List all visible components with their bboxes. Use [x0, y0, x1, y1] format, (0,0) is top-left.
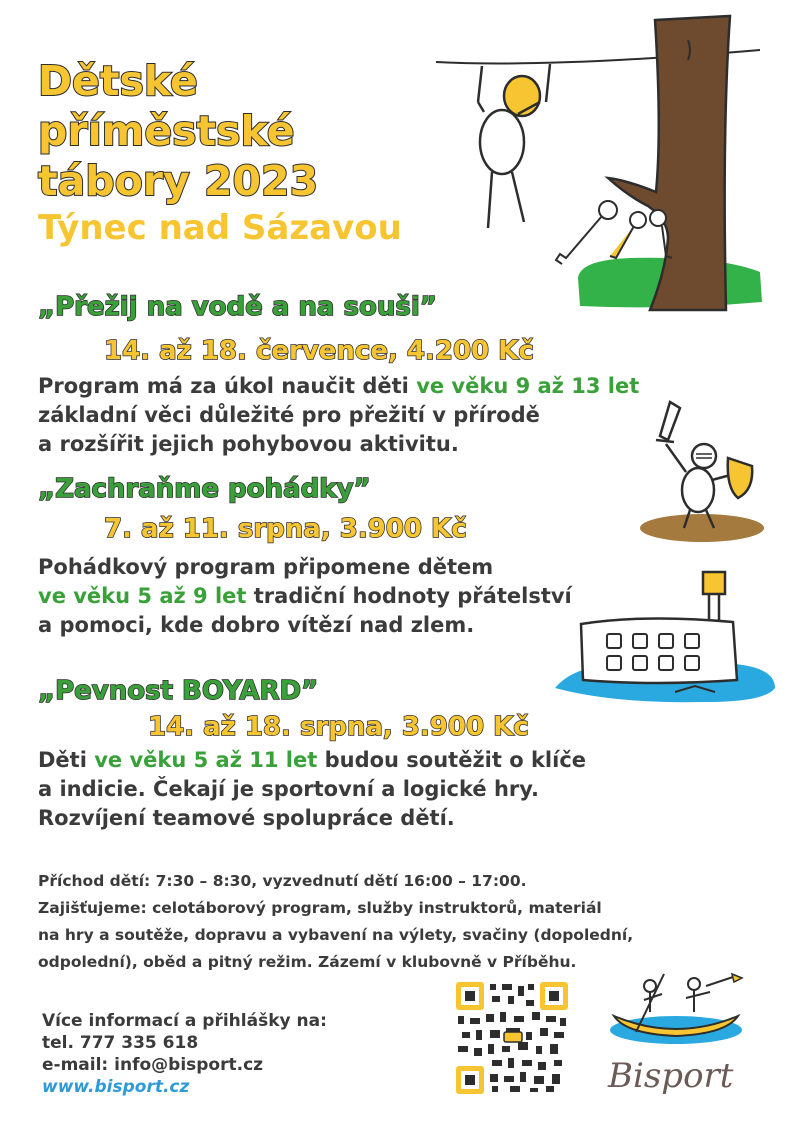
camp-2-description — [38, 553, 572, 640]
camp-1-desc-line-2: základní věci důležité pro přežití v přírodě — [38, 403, 540, 427]
info-provided-1: Zajišťujeme: celotáborový program, služby instruktorů, materiál — [38, 899, 602, 917]
canoe-logo-icon — [606, 972, 746, 1062]
title-line-3: tábory 2023 — [38, 157, 319, 205]
place-subtitle: Týnec nad Sázavou — [38, 208, 402, 248]
qr-code-icon[interactable] — [456, 982, 568, 1094]
camp-3-name: „Pevnost BOYARD” — [38, 676, 319, 706]
contact-web-link[interactable]: www.bisport.cz — [42, 1077, 190, 1097]
camp-2-desc-line-3: a pomoci, kde dobro vítězí nad zlem. — [38, 613, 475, 637]
title-line-2: příměstské — [38, 107, 295, 155]
camp-3-desc-line-1: Děti ve věku 5 až 11 let budou soutěžit o klíče — [38, 748, 587, 772]
bisport-logo-text: Bisport — [608, 1056, 734, 1096]
practical-info — [38, 868, 633, 976]
title-block — [38, 56, 318, 206]
camp-2-name: „Zachraňme pohádky” — [38, 474, 371, 504]
camp-3-desc-line-3: Rozvíjení teamové spolupráce dětí. — [38, 806, 455, 830]
contact-phone[interactable]: tel. 777 335 618 — [42, 1033, 199, 1053]
contact-email[interactable]: e-mail: info@bisport.cz — [42, 1055, 264, 1075]
camp-3-description — [38, 746, 586, 833]
info-arrival: Příchod dětí: 7:30 – 8:30, vyzvednutí dětí 16:00 – 17:00. — [38, 872, 527, 890]
camp-1-description — [38, 372, 639, 459]
camp-2-desc-line-2: ve věku 5 až 9 let tradiční hodnoty přátelství — [38, 584, 572, 608]
camp-3-desc-line-2: a indicie. Čekají je sportovní a logické hry. — [38, 777, 540, 801]
camp-1-name: „Přežij na vodě a na souši” — [38, 292, 437, 322]
knight-figure-icon — [656, 402, 752, 528]
camp-1-desc-line-3: a rozšířit jejich pohybovou aktivitu. — [38, 432, 459, 456]
camp-1-desc-line-1: Program má za úkol naučit děti ve věku 9 až 13 let — [38, 374, 640, 398]
title-line-1: Dětské — [38, 57, 198, 105]
camp-1-date: 14. až 18. července, 4.200 Kč — [104, 336, 534, 366]
castle-illustration — [555, 568, 775, 708]
tree-scene-illustration — [430, 10, 770, 330]
info-provided-3: odpolední), oběd a pitný režim. Zázemí v klubovně v Příběhu. — [38, 953, 577, 971]
info-provided-2: na hry a soutěže, dopravu a vybavení na výlety, svačiny (dopolední, — [38, 926, 634, 944]
climbing-figure-icon — [478, 64, 550, 228]
contact-block — [42, 1010, 327, 1098]
contact-heading: Více informací a přihlášky na: — [42, 1011, 327, 1031]
camp-2-desc-line-1: Pohádkový program připomene dětem — [38, 555, 494, 579]
camp-2-date: 7. až 11. srpna, 3.900 Kč — [104, 514, 467, 544]
knight-illustration — [630, 400, 780, 540]
keys-icon — [556, 201, 672, 264]
camp-3-date: 14. až 18. srpna, 3.900 Kč — [148, 712, 529, 742]
ground-icon — [640, 514, 764, 542]
